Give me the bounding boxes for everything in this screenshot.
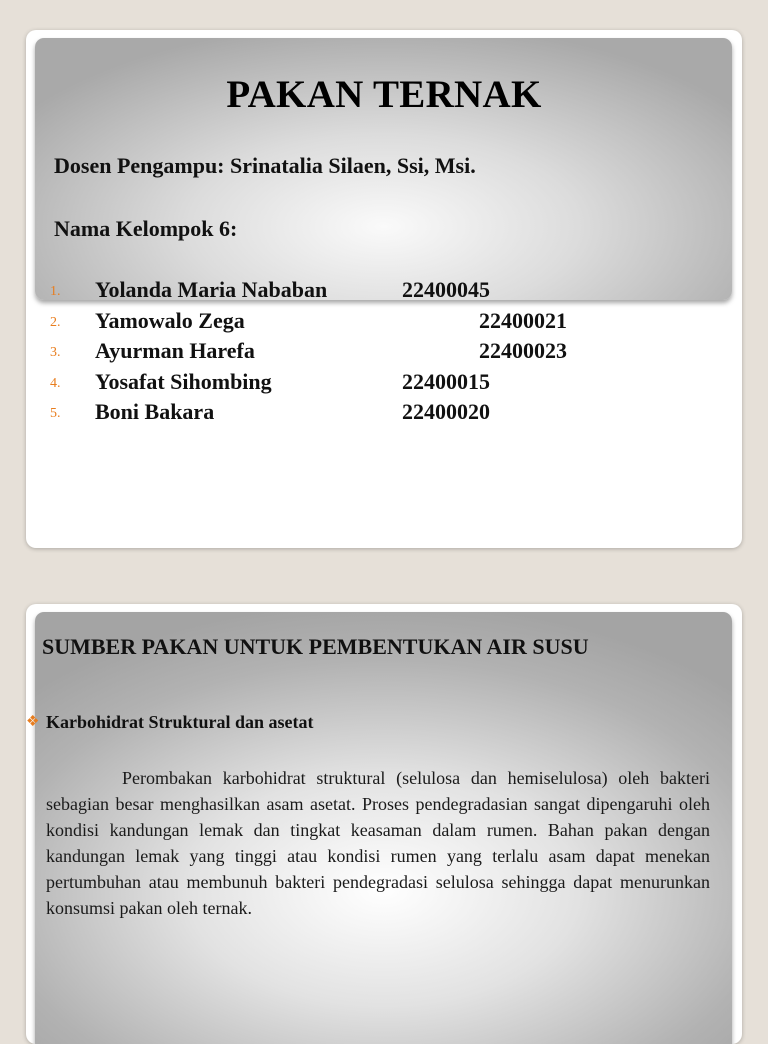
group-label: Nama Kelompok 6: <box>54 216 238 241</box>
slide-heading: SUMBER PAKAN UNTUK PEMBENTUKAN AIR SUSU <box>42 634 589 659</box>
list-number: 4. <box>50 375 61 391</box>
member-name: Boni Bakara <box>95 399 215 425</box>
list-number: 5. <box>50 406 61 422</box>
member-id: 22400015 <box>402 368 490 394</box>
lecturer-line: Dosen Pengampu: Srinatalia Silaen, Ssi, Msi. <box>54 153 476 178</box>
bullet-text: Karbohidrat Struktural dan asetat <box>46 712 314 732</box>
member-name: Yolanda Maria Nababan <box>95 277 328 302</box>
diamond-bullet-icon: ❖ <box>26 714 40 730</box>
member-id: 22400023 <box>479 338 567 364</box>
member-id: 22400045 <box>402 277 490 302</box>
list-number: 3. <box>50 345 61 361</box>
slide-1 <box>26 30 742 548</box>
list-number: 1. <box>50 284 61 299</box>
member-name: Yamowalo Zega <box>95 307 245 333</box>
member-id: 22400020 <box>402 399 490 425</box>
slide-2 <box>26 604 742 1044</box>
member-id: 22400021 <box>479 307 567 333</box>
member-name: Yosafat Sihombing <box>95 368 272 394</box>
body-paragraph: Perombakan karbohidrat struktural (selulosa dan hemiselulosa) oleh bakteri sebagian besar menghasilkan asam asetat. Proses pendegradasian sangat dipengaruhi oleh kondisi kandungan lemak dan tingkat keasaman dalam rumen. Bahan pakan dengan kandungan lemak yang tinggi atau kondisi rumen yang terlalu asam dapat menekan pertumbuhan atau membunuh bakteri pendegradasi selulosa sehingga dapat menurunkan konsumsi pakan oleh ternak. <box>46 768 710 918</box>
member-name: Ayurman Harefa <box>95 338 255 364</box>
slide-title: PAKAN TERNAK <box>226 73 542 116</box>
list-number: 2. <box>50 314 61 330</box>
